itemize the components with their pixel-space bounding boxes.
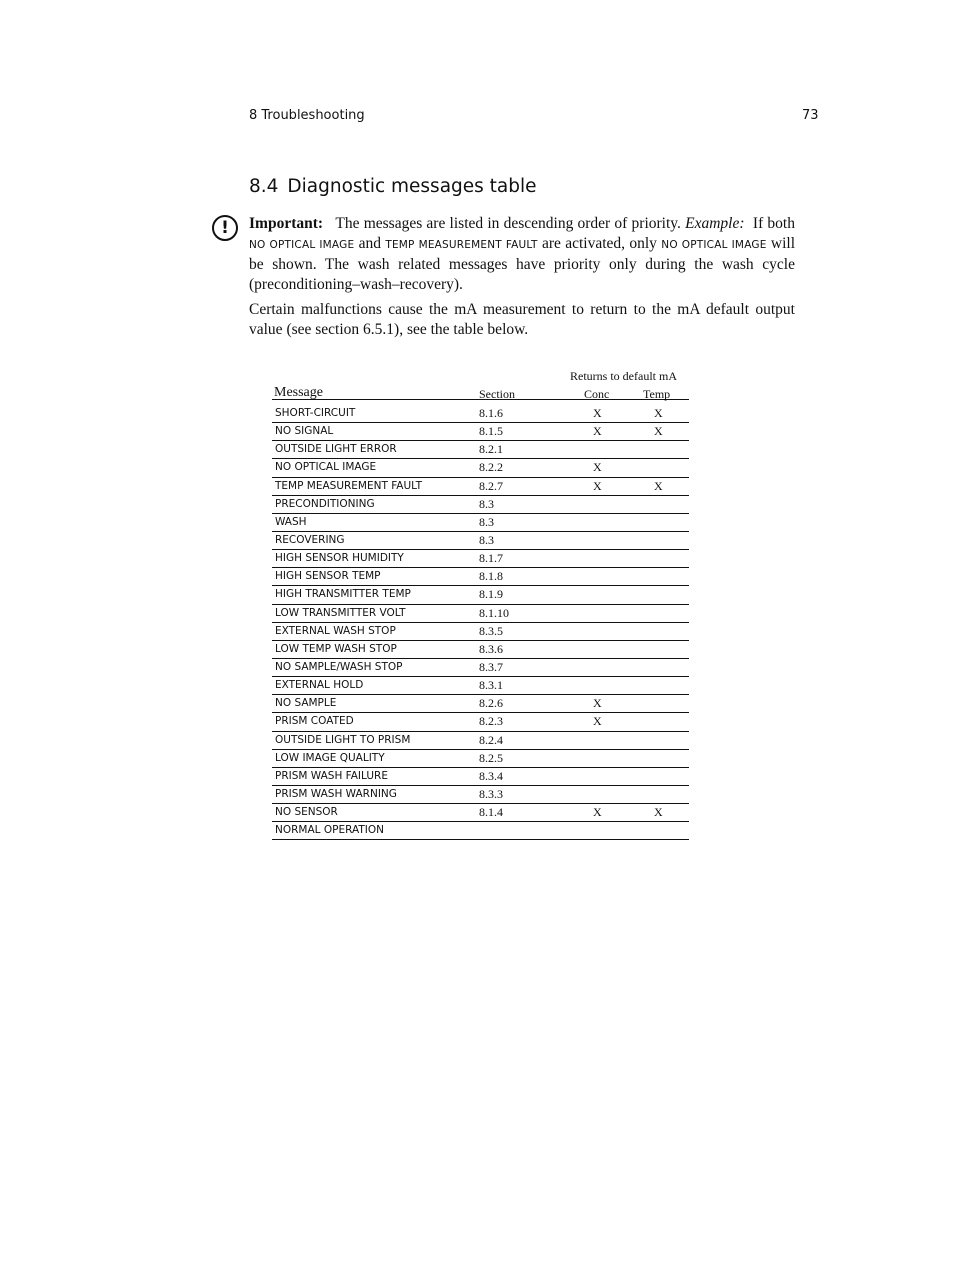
table-row: [272, 732, 689, 750]
section-cell: 8.3: [479, 532, 494, 547]
table-row: [272, 659, 689, 677]
table-row: [272, 586, 689, 604]
table-row: [272, 786, 689, 804]
section-cell: 8.3.7: [479, 659, 503, 674]
conc-cell: X: [593, 696, 602, 711]
table-row: [272, 768, 689, 786]
message-cell: HIGH SENSOR TEMP: [275, 570, 381, 583]
section-cell: 8.2.1: [479, 442, 503, 457]
conc-cell: X: [593, 478, 602, 493]
table-row: [272, 677, 689, 695]
message-cell: NO SENSOR: [275, 806, 338, 819]
section-heading: [249, 176, 537, 197]
table-row: [272, 623, 689, 641]
section-title: Diagnostic messages table: [287, 176, 537, 197]
important-text-5: will be shown. The wash related messages have priority only during the wash cycle (preconditioning–wash–recovery).: [249, 234, 796, 293]
conc-cell: X: [593, 714, 602, 729]
important-text-3: and: [358, 234, 382, 252]
table-header-row: [272, 385, 689, 400]
column-header-temp: Temp: [643, 387, 671, 401]
column-header-section: Section: [479, 387, 515, 401]
table-row: [272, 405, 689, 423]
table-row: [272, 514, 689, 532]
section-cell: 8.3: [479, 496, 494, 511]
message-cell: RECOVERING: [275, 533, 345, 546]
conc-cell: X: [593, 424, 602, 439]
message-cell: HIGH TRANSMITTER TEMP: [275, 588, 411, 601]
column-header-conc: Conc: [584, 387, 610, 401]
message-cell: OUTSIDE LIGHT ERROR: [275, 443, 397, 456]
section-cell: 8.1.5: [479, 424, 503, 439]
section-cell: 8.3.6: [479, 641, 503, 656]
malfunction-paragraph: Certain malfunctions cause the mA measurement to return to the mA default output value (see section 6.5.1), see the table below.: [249, 301, 795, 338]
table-row: [272, 496, 689, 514]
message-ref: NO OPTICAL IMAGE: [661, 238, 767, 251]
table-row: [272, 568, 689, 586]
table-row: [272, 441, 689, 459]
message-cell: PRECONDITIONING: [275, 497, 375, 510]
section-cell: 8.1.4: [479, 805, 503, 820]
message-cell: NORMAL OPERATION: [275, 824, 384, 837]
message-cell: EXTERNAL HOLD: [275, 679, 364, 692]
table-row: [272, 822, 689, 840]
message-cell: PRISM COATED: [275, 715, 354, 728]
temp-cell: X: [654, 478, 663, 493]
section-cell: 8.3: [479, 514, 494, 529]
message-cell: NO SAMPLE/WASH STOP: [275, 660, 403, 673]
column-header-message: Message: [274, 385, 323, 400]
important-text-4: are activated, only: [541, 234, 657, 252]
table-row: [272, 423, 689, 441]
message-cell: OUTSIDE LIGHT TO PRISM: [275, 733, 411, 746]
table-row: [272, 605, 689, 623]
section-cell: 8.2.3: [479, 714, 503, 729]
important-label: Important:: [249, 215, 324, 232]
returns-default-header: Returns to default mA: [570, 369, 677, 383]
exclamation-circle-icon: !: [212, 215, 238, 241]
page-number: 73: [802, 108, 819, 123]
message-cell: SHORT-CIRCUIT: [275, 407, 356, 419]
section-cell: 8.3.4: [479, 768, 503, 783]
section-cell: 8.2.4: [479, 732, 503, 747]
section-cell: 8.1.10: [479, 605, 509, 620]
table-row: [272, 641, 689, 659]
section-cell: 8.3.1: [479, 678, 503, 693]
message-cell: LOW TEMP WASH STOP: [275, 642, 397, 655]
section-cell: 8.2.7: [479, 478, 503, 493]
table-row: [272, 804, 689, 822]
table-row: [272, 459, 689, 477]
table-body: [272, 405, 689, 840]
section-cell: 8.1.9: [479, 587, 503, 602]
message-cell: EXTERNAL WASH STOP: [275, 624, 396, 637]
message-cell: NO OPTICAL IMAGE: [275, 461, 377, 474]
table-row: [272, 550, 689, 568]
important-text-2: If both: [752, 215, 795, 232]
table-row: [272, 532, 689, 550]
temp-cell: X: [654, 424, 663, 439]
message-cell: PRISM WASH FAILURE: [275, 769, 388, 782]
conc-cell: X: [593, 460, 602, 475]
example-label: Example:: [685, 215, 745, 232]
section-cell: 8.1.6: [479, 406, 503, 420]
section-cell: 8.2.5: [479, 750, 503, 765]
table-row: [272, 695, 689, 713]
message-cell: LOW TRANSMITTER VOLT: [275, 606, 406, 619]
section-number: 8.4: [249, 176, 279, 197]
temp-cell: X: [654, 406, 663, 420]
running-head-chapter: 8 Troubleshooting: [249, 108, 365, 123]
message-cell: TEMP MEASUREMENT FAULT: [275, 479, 422, 492]
message-cell: HIGH SENSOR HUMIDITY: [275, 552, 404, 565]
message-cell: LOW IMAGE QUALITY: [275, 751, 385, 764]
section-cell: 8.1.7: [479, 551, 503, 566]
table-row: [272, 713, 689, 731]
conc-cell: X: [593, 406, 602, 420]
section-cell: 8.3.3: [479, 786, 503, 801]
message-cell: NO SIGNAL: [275, 425, 334, 438]
temp-cell: X: [654, 805, 663, 820]
message-cell: PRISM WASH WARNING: [275, 787, 397, 800]
important-note: [249, 214, 795, 294]
message-cell: NO SAMPLE: [275, 697, 337, 710]
section-cell: 8.2.6: [479, 696, 503, 711]
conc-cell: X: [593, 805, 602, 820]
section-cell: 8.2.2: [479, 460, 503, 475]
section-cell: 8.1.8: [479, 569, 503, 584]
table-row: [272, 478, 689, 496]
table-row: [272, 750, 689, 768]
important-text-1: The messages are listed in descending order of priority.: [335, 215, 681, 232]
message-ref: NO OPTICAL IMAGE: [249, 238, 355, 251]
message-ref: TEMP MEASUREMENT FAULT: [385, 238, 538, 251]
section-cell: 8.3.5: [479, 623, 503, 638]
message-cell: WASH: [275, 515, 307, 528]
